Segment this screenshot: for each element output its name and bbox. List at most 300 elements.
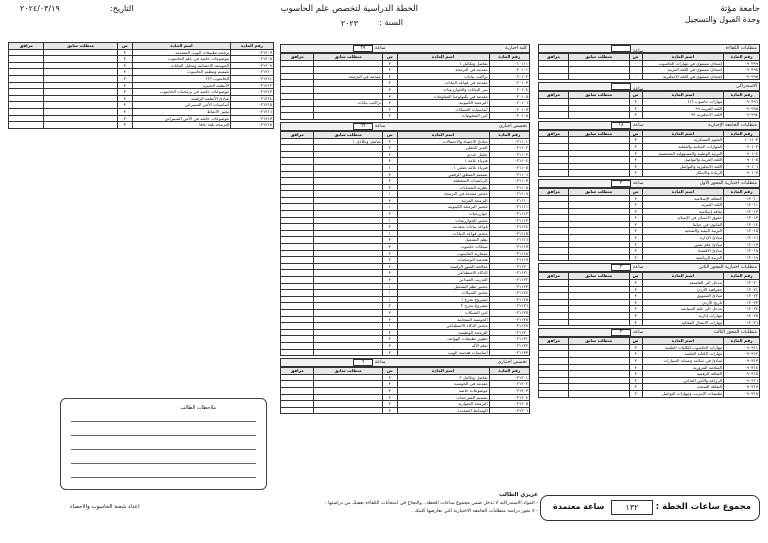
course-row xyxy=(281,191,530,198)
course-hours: ٣ xyxy=(382,309,397,316)
course-hours: ٣ xyxy=(382,178,397,185)
course-code: ٠٢١٢٠٦ xyxy=(489,407,529,414)
course-name: امن الشبكات xyxy=(397,309,489,316)
course-prereq xyxy=(44,89,117,96)
course-name: مختبر مقدمة في البرمجة xyxy=(397,191,489,198)
course-name: الرياضيات المتقطعة xyxy=(397,178,489,185)
course-code: ٠٢٠١٠٣ xyxy=(489,80,529,87)
course-code: ٠٢١١٠٤ xyxy=(489,158,529,165)
course-row xyxy=(9,62,274,69)
section-hours-label: ساعة xyxy=(375,46,386,51)
section-title: كلية اجبارية xyxy=(505,46,527,51)
course-code: ٠٢١١١٧ xyxy=(489,244,529,251)
course-row xyxy=(281,145,530,152)
course-prereq xyxy=(314,309,383,316)
section-hours-value: ٢٧ xyxy=(353,45,373,52)
table-header-row xyxy=(539,92,760,99)
course-row xyxy=(9,115,274,122)
section-header xyxy=(280,358,530,367)
course-row xyxy=(9,56,274,63)
section-title: الاستدراكي xyxy=(735,84,757,90)
th-coreq: مرافق xyxy=(539,130,569,137)
course-hours: ٣ xyxy=(382,381,397,388)
th-code: رقم المادة xyxy=(231,43,274,50)
table-header-row xyxy=(281,368,530,375)
course-name: شبكات حاسوب xyxy=(397,244,489,251)
course-prereq xyxy=(314,323,383,330)
course-code: ٠٢١٢٠٧ xyxy=(231,49,274,56)
course-hours: ٣ xyxy=(629,293,642,300)
th-coreq: مرافق xyxy=(281,54,314,61)
course-name: تراكيب بيانات xyxy=(397,73,489,80)
course-code: ٠٢١١٢٧ xyxy=(489,309,529,316)
course-coreq xyxy=(539,215,569,222)
course-row xyxy=(539,299,760,306)
course-code: ٠٢١١٢٦ xyxy=(489,303,529,310)
course-hours: ١ xyxy=(382,217,397,224)
course-name: مختبر نظم التشغيل xyxy=(397,283,489,290)
course-name: مبادئ الاقتصاد xyxy=(642,248,723,255)
course-coreq xyxy=(281,270,314,277)
course-hours: ٣ xyxy=(382,401,397,408)
course-coreq xyxy=(281,230,314,237)
course-prereq xyxy=(568,170,629,177)
course-row xyxy=(281,138,530,145)
course-code: ٠٩٠٢٩٦ xyxy=(724,98,760,105)
course-prereq xyxy=(314,283,383,290)
course-coreq xyxy=(281,151,314,158)
course-code: ٠٢١١٢٣ xyxy=(489,283,529,290)
plan-title: الخطة الدراسية لتخصص علم الحاسوب xyxy=(280,4,418,14)
course-row xyxy=(281,381,530,388)
course-prereq xyxy=(568,319,629,326)
course-coreq xyxy=(539,202,569,209)
course-row xyxy=(281,224,530,231)
section-title: متطلبات المحور الثالث xyxy=(713,330,757,336)
course-name: تطبيقات الإنترنت ومهارات التواصل xyxy=(642,390,723,397)
course-row xyxy=(281,270,530,277)
course-row xyxy=(281,277,530,284)
course-code: ٠١٢٠١٧ xyxy=(724,241,760,248)
course-code: ٠٩٠٢٩٤ xyxy=(724,112,760,119)
course-row xyxy=(539,254,760,261)
th-coreq: مرافق xyxy=(539,273,569,280)
course-name: بنى البيانات والخوارزميات xyxy=(397,86,489,93)
course-name: الريادة والابتكار xyxy=(642,170,723,177)
course-code: ٠١٠١١١ xyxy=(489,60,529,67)
course-hours: ٣ xyxy=(382,374,397,381)
section-hours xyxy=(609,83,643,93)
course-row xyxy=(539,280,760,287)
course-code: ٠١٢٠١٣ xyxy=(724,215,760,222)
course-code: ٠١٢٠١٤ xyxy=(724,221,760,228)
course-row xyxy=(539,235,760,242)
course-table xyxy=(280,367,530,414)
course-coreq xyxy=(281,407,314,414)
course-hours: ٣ xyxy=(629,202,642,209)
course-row xyxy=(281,93,530,100)
course-prereq xyxy=(568,357,629,364)
course-prereq xyxy=(44,122,117,129)
table-header-row xyxy=(539,188,760,195)
course-prereq xyxy=(314,178,383,185)
course-hours: ٣ xyxy=(117,56,132,63)
course-coreq xyxy=(281,237,314,244)
course-name: مختبر الخوارزميات xyxy=(397,217,489,224)
course-code: ٠٢١١٠١ xyxy=(489,138,529,145)
course-code: ٠٩٠١٠٣ xyxy=(724,143,760,150)
course-code: ٠٩٠١٠٦ xyxy=(724,163,760,170)
course-prereq xyxy=(314,407,383,414)
course-name: الجبر الخطي xyxy=(397,145,489,152)
table-header-row xyxy=(281,131,530,138)
course-name: اللغة العربية ٩٩ xyxy=(642,105,723,112)
course-code: ٠٢١١١٦ xyxy=(489,237,529,244)
course-hours: ٣ xyxy=(629,371,642,378)
course-hours: ٣ xyxy=(382,263,397,270)
notes-line xyxy=(71,477,256,478)
th-hours: س xyxy=(117,43,132,50)
course-hours: ١ xyxy=(382,323,397,330)
course-coreq xyxy=(281,197,314,204)
th-prereq: متطلب سابق xyxy=(44,43,117,50)
section-header xyxy=(538,179,760,188)
course-name: السلامة المرورية xyxy=(642,364,723,371)
course-hours: ١ xyxy=(382,290,397,297)
footer-note-1: - المواد الاستدراكية لا تدخل ضمن مجموع ساعات الخطة ، والنجاح في امتحانات الكفاءة يعفيك من دراستها . xyxy=(325,501,538,506)
course-code: ٠٩٠٣١٨ xyxy=(724,390,760,397)
course-coreq xyxy=(539,150,569,157)
th-code: رقم المادة xyxy=(489,131,529,138)
course-prereq xyxy=(44,108,117,115)
course-hours: ١ xyxy=(382,283,397,290)
course-row xyxy=(539,319,760,326)
course-prereq xyxy=(568,73,629,80)
course-prereq xyxy=(314,394,383,401)
course-hours: ٣ xyxy=(382,244,397,251)
course-code: ٠٢١١١٩ xyxy=(489,257,529,264)
course-coreq xyxy=(9,75,44,82)
course-coreq xyxy=(281,394,314,401)
course-prereq xyxy=(314,401,383,408)
course-coreq xyxy=(539,221,569,228)
course-code: ٠٢١١١٢ xyxy=(489,211,529,218)
course-code: ٠٢١٢١٥ xyxy=(231,102,274,109)
course-code: ٠١٢٠١٦ xyxy=(724,235,760,242)
course-prereq xyxy=(314,257,383,264)
course-row xyxy=(539,228,760,235)
course-coreq xyxy=(9,122,44,129)
course-prereq xyxy=(568,60,629,67)
course-hours: ٣ xyxy=(117,89,132,96)
notes-line xyxy=(71,435,256,436)
course-hours: ٣ xyxy=(382,224,397,231)
th-name: اسم المادة xyxy=(397,368,489,375)
course-hours: ٣ xyxy=(382,329,397,336)
course-name: التربية الوطنية والمسؤولية المجتمعية xyxy=(642,150,723,157)
course-name: الذكاء الاصطناعي xyxy=(397,270,489,277)
course-row xyxy=(539,313,760,320)
course-coreq xyxy=(539,157,569,164)
course-prereq xyxy=(314,67,383,74)
course-coreq xyxy=(539,344,569,351)
course-prereq xyxy=(314,211,383,218)
course-prereq xyxy=(44,95,117,102)
course-code: ٠٢١٢٠٥ xyxy=(489,401,529,408)
course-hours: ٣ xyxy=(382,237,397,244)
left-column xyxy=(8,42,274,129)
course-prereq xyxy=(314,230,383,237)
course-hours: ٣ xyxy=(629,344,642,351)
course-hours: ٣ xyxy=(629,143,642,150)
course-row xyxy=(539,377,760,384)
student-notes-box xyxy=(60,398,267,490)
course-code: ٠٢١١١١ xyxy=(489,204,529,211)
course-name: البرمجة الكينونية xyxy=(397,100,489,107)
course-row xyxy=(539,357,760,364)
course-row xyxy=(281,86,530,93)
section-hours xyxy=(609,264,643,271)
course-code: ٠١٢٠٢٣ xyxy=(724,299,760,306)
course-table xyxy=(8,42,274,129)
course-code: ٠٢١٢١٧ xyxy=(231,115,274,122)
course-prereq: تفاضل وتكامل ١ xyxy=(314,138,383,145)
course-prereq xyxy=(314,290,383,297)
th-prereq: متطلب سابق xyxy=(314,368,383,375)
course-name: مبادئ في سلامة وصيانة السيارات xyxy=(642,357,723,364)
course-hours: ٣ xyxy=(382,138,397,145)
course-row xyxy=(281,184,530,191)
course-coreq xyxy=(281,309,314,316)
course-name: الثقافة الصحية xyxy=(642,384,723,391)
course-row xyxy=(281,230,530,237)
course-prereq xyxy=(314,204,383,211)
course-name: تمييز الأنماط xyxy=(132,108,230,115)
course-coreq xyxy=(539,357,569,364)
course-hours: ٣ xyxy=(629,157,642,164)
course-prereq xyxy=(568,67,629,74)
course-name: تطوير تطبيقات الهواتف xyxy=(397,336,489,343)
course-name: المهارات الحياتية والعملية xyxy=(642,143,723,150)
course-coreq xyxy=(281,336,314,343)
course-coreq xyxy=(9,69,44,76)
course-row xyxy=(281,151,530,158)
th-hours: س xyxy=(629,188,642,195)
course-hours: ٣ xyxy=(629,351,642,358)
course-name: فيزياء عامة عملي ١ xyxy=(397,164,489,171)
course-row xyxy=(281,250,530,257)
course-coreq xyxy=(281,60,314,67)
course-prereq xyxy=(568,98,629,105)
course-name: قواعد بيانات متقدمة xyxy=(397,224,489,231)
course-code: ٠٢٠١٠٤ xyxy=(489,86,529,93)
course-code: ٠٢٠١٠٦ xyxy=(489,100,529,107)
course-coreq xyxy=(9,49,44,56)
course-coreq xyxy=(539,299,569,306)
course-prereq xyxy=(568,208,629,215)
course-code: ٠٩٠٣١٦ xyxy=(724,377,760,384)
course-code: ١٠١١٠٣ xyxy=(724,137,760,144)
course-hours: ٣ xyxy=(382,211,397,218)
course-code: ٠٩٠٢٩٨ xyxy=(724,67,760,74)
course-row xyxy=(281,217,530,224)
section-hours xyxy=(609,180,643,187)
course-code: ٠٢١١٢٩ xyxy=(489,323,529,330)
course-coreq xyxy=(539,280,569,287)
course-code: ٠٢١١١٣ xyxy=(489,217,529,224)
course-prereq xyxy=(44,49,117,56)
course-hours: ٣ xyxy=(382,80,397,87)
course-name: اللغة الانجليزية ٩٩ xyxy=(642,112,723,119)
section-hours-value: ٣ xyxy=(611,264,631,271)
course-prereq xyxy=(314,277,383,284)
course-coreq xyxy=(281,316,314,323)
total-hours-label: مجموع ساعات الخطة : xyxy=(655,502,751,512)
course-code: ٠٢٠١٠٥ xyxy=(489,93,529,100)
course-name: مقدمة في قواعد البيانات xyxy=(397,80,489,87)
section-hours xyxy=(351,123,385,130)
course-row xyxy=(281,237,530,244)
course-code: ٠٢١١٣٠ xyxy=(489,329,529,336)
course-row xyxy=(281,211,530,218)
course-coreq xyxy=(281,323,314,330)
course-prereq xyxy=(314,244,383,251)
course-code: ٠٩٠٣١١ xyxy=(724,344,760,351)
course-name: مبادئ الاحصاء والاحتمالات xyxy=(397,138,489,145)
course-row xyxy=(281,349,530,356)
course-row xyxy=(539,170,760,177)
course-prereq xyxy=(314,86,383,93)
table-header-row xyxy=(539,338,760,345)
course-name: مقدمة في الحوسبة xyxy=(397,381,489,388)
course-code: ٠٢١١٠٢ xyxy=(489,145,529,152)
course-coreq xyxy=(539,143,569,150)
course-name: نظم التشغيل xyxy=(397,237,489,244)
th-hours: س xyxy=(382,54,397,61)
course-name: مهارات حاسوب (١) xyxy=(642,98,723,105)
course-hours: ٣ xyxy=(382,387,397,394)
course-coreq xyxy=(281,401,314,408)
course-hours: ٣ xyxy=(629,215,642,222)
course-coreq xyxy=(539,105,569,112)
course-hours: ١ xyxy=(382,164,397,171)
course-code: ٠٩٠٣١٧ xyxy=(724,384,760,391)
course-code: ٠٩٠٢٩٧ xyxy=(724,73,760,80)
section-hours-label: ساعة xyxy=(633,87,644,93)
course-code: ٠٢١١٠٦ xyxy=(489,171,529,178)
course-coreq xyxy=(539,60,569,67)
course-hours: ٣ xyxy=(629,105,642,112)
course-row xyxy=(539,364,760,371)
section-hours xyxy=(609,45,643,55)
th-code: رقم المادة xyxy=(724,92,760,99)
course-name: مقدمة في البرمجة xyxy=(397,67,489,74)
course-coreq xyxy=(539,248,569,255)
course-hours: ٣ xyxy=(117,102,132,109)
course-hours: ٣ xyxy=(382,316,397,323)
course-table xyxy=(538,188,760,262)
th-hours: س xyxy=(382,131,397,138)
course-row xyxy=(281,244,530,251)
course-code: ٠٢٠١٠٧ xyxy=(489,106,529,113)
course-prereq xyxy=(568,286,629,293)
course-name: جغرافية الأردن xyxy=(642,286,723,293)
course-hours: ٣ xyxy=(117,69,132,76)
course-name: الثقافة الرقمية xyxy=(642,371,723,378)
course-coreq xyxy=(539,235,569,242)
course-coreq xyxy=(539,112,569,119)
course-code: ٠٢١١١٤ xyxy=(489,224,529,231)
course-coreq xyxy=(539,377,569,384)
course-hours: ٣ xyxy=(382,394,397,401)
course-code: ٠١٢٠٢٠ xyxy=(724,280,760,287)
course-row xyxy=(9,82,274,89)
course-coreq xyxy=(281,113,314,120)
course-hours: ١ xyxy=(382,296,397,303)
course-name: الثقافة الإسلامية xyxy=(642,195,723,202)
course-table xyxy=(538,91,760,118)
th-code: رقم المادة xyxy=(724,273,760,280)
course-row xyxy=(281,60,530,67)
course-coreq xyxy=(281,93,314,100)
course-hours: ٣ xyxy=(117,108,132,115)
course-code: ٠٢١١٢٠ xyxy=(489,263,529,270)
course-hours: ٣ xyxy=(117,62,132,69)
th-hours: س xyxy=(629,273,642,280)
course-row xyxy=(539,143,760,150)
course-hours: ٣ xyxy=(382,250,397,257)
course-coreq xyxy=(281,80,314,87)
course-hours: ٣ xyxy=(382,349,397,356)
th-code: رقم المادة xyxy=(489,54,529,61)
th-prereq: متطلب سابق xyxy=(314,54,383,61)
course-hours: ٣ xyxy=(382,342,397,349)
course-code: ٠٩٠١٠٥ xyxy=(724,157,760,164)
course-row xyxy=(539,384,760,391)
course-row xyxy=(539,150,760,157)
course-hours: ٣ xyxy=(629,170,642,177)
course-row xyxy=(281,303,530,310)
course-coreq xyxy=(281,217,314,224)
course-hours: ١ xyxy=(382,191,397,198)
course-hours: ٠ xyxy=(629,67,642,74)
course-hours: ٣ xyxy=(382,257,397,264)
course-prereq xyxy=(314,191,383,198)
course-prereq xyxy=(44,115,117,122)
course-row xyxy=(281,309,530,316)
course-name: الحوسبة السحابية xyxy=(397,316,489,323)
course-coreq xyxy=(9,95,44,102)
year-value: ٢٠٢٣ xyxy=(340,19,358,28)
course-prereq xyxy=(314,184,383,191)
course-row xyxy=(539,157,760,164)
th-hours: س xyxy=(629,338,642,345)
th-code: رقم المادة xyxy=(724,338,760,345)
course-code: ٠١٢٠١٢ xyxy=(724,208,760,215)
course-coreq xyxy=(281,106,314,113)
course-name: تصميم المترجمات xyxy=(397,394,489,401)
course-hours: ٣ xyxy=(629,357,642,364)
course-hours: ٣ xyxy=(629,221,642,228)
course-hours: ٣ xyxy=(629,195,642,202)
th-name: اسم المادة xyxy=(397,54,489,61)
prepared-by: اعداد شعبة الحاسوب والاحصاء xyxy=(70,504,140,510)
course-row xyxy=(281,178,530,185)
course-hours: ٣ xyxy=(629,390,642,397)
course-code: ٠٢١١٠٧ xyxy=(489,178,529,185)
course-hours: ٣ xyxy=(382,197,397,204)
course-code: ٠٢١١٠٥ xyxy=(489,164,529,171)
